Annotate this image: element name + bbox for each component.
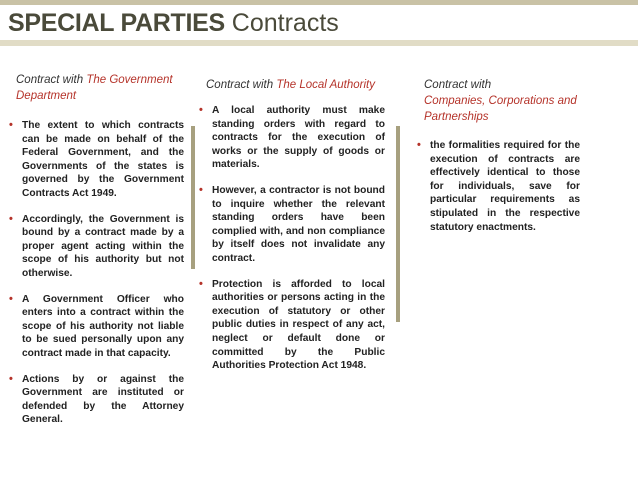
column-companies bbox=[420, 77, 580, 246]
bullet-item: • A Government Officer who enters into a contract within the scope of his authority not liable to be sued personally upon any contract made in that capacity. bbox=[12, 293, 184, 361]
bullet-item: • However, a contractor is not bound to inquire whether the relevant standing orders have been complied with, and non compliance by itself does not invalidate any contract. bbox=[202, 184, 385, 266]
top-accent-bar bbox=[0, 0, 638, 5]
column-divider-2 bbox=[396, 126, 400, 322]
column-divider-1 bbox=[191, 126, 195, 269]
column-local-authority bbox=[202, 77, 385, 385]
column-heading: Contract with The Government Department bbox=[16, 74, 173, 102]
bullet-item: • Accordingly, the Government is bound by a contract made by a proper agent acting within the scope of his authority but not otherwise. bbox=[12, 213, 184, 281]
bullet-item: • the formalities required for the execution of contracts are effectively identical to those for individuals, save for particular requirements as stipulated in the respective statutory enactments. bbox=[420, 139, 580, 234]
column-heading: Contract with Companies, Corporations and Partnerships bbox=[424, 79, 577, 123]
bullet-item: • A local authority must make standing orders with regard to contracts for the execution of works or the supply of goods or materials. bbox=[202, 104, 385, 172]
column-government bbox=[12, 72, 184, 439]
bullet-item: • Actions by or against the Government are instituted or defended by the Attorney General. bbox=[12, 373, 184, 427]
bullet-item: • The extent to which contracts can be made on behalf of the Federal Government, and the Governments of the states is governed by the Government Contracts Act 1949. bbox=[12, 119, 184, 201]
slide-title-light: Contracts bbox=[231, 9, 339, 37]
slide-title bbox=[8, 6, 339, 40]
slide-title-bold: SPECIAL PARTIES bbox=[8, 9, 225, 37]
column-heading: Contract with The Local Authority bbox=[206, 79, 375, 91]
bullet-item: • Protection is afforded to local authorities or persons acting in the execution of statutory or other public duties in respect of any act, neglect or default done or committed by the Public Authorities Protection Act 1948. bbox=[202, 278, 385, 373]
title-underline-rule bbox=[0, 40, 638, 46]
